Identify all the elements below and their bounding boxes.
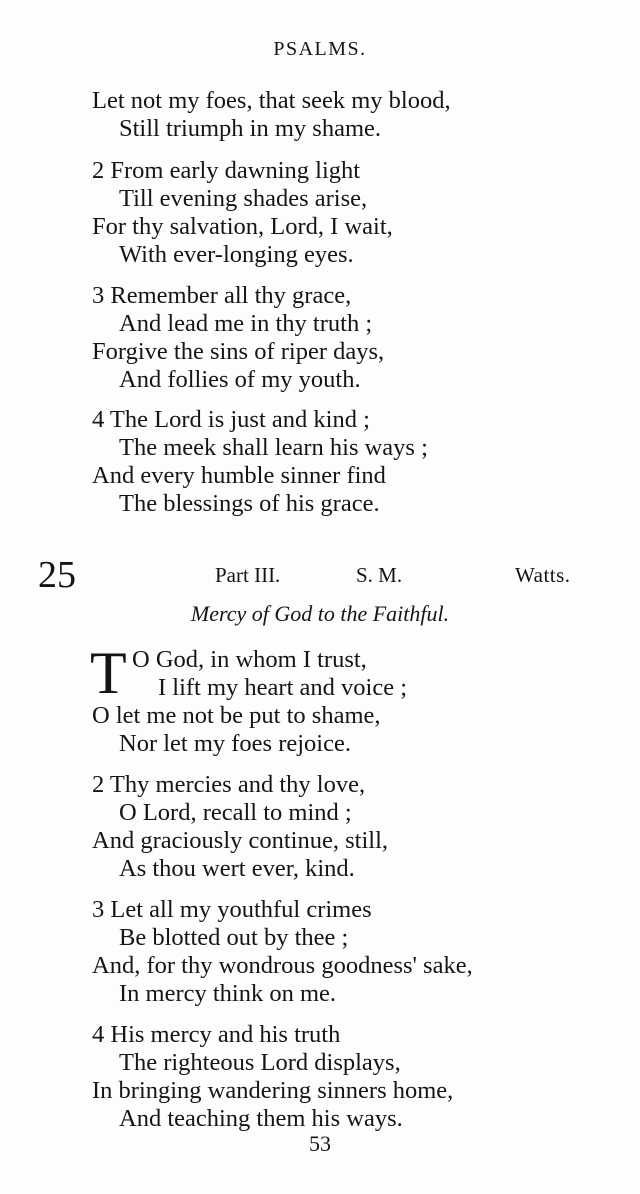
verse-line: I lift my heart and voice ;	[158, 674, 407, 701]
verse-line: Be blotted out by thee ;	[119, 924, 349, 951]
hymn-part: Part III.	[215, 563, 281, 587]
verse-line: With ever-longing eyes.	[119, 241, 354, 268]
verse-line: O let me not be put to shame,	[92, 702, 381, 729]
verse-line: And every humble sinner find	[92, 462, 386, 489]
verse-line: For thy salvation, Lord, I wait,	[92, 213, 393, 240]
verse-line: 2 From early dawning light	[92, 157, 361, 184]
stanza	[92, 87, 612, 143]
verse-line: And follies of my youth.	[119, 366, 361, 393]
verse-line: As thou wert ever, kind.	[119, 855, 355, 882]
stanza	[92, 157, 612, 269]
verse-line: Still triumph in my shame.	[119, 115, 382, 142]
verse-line: 2 Thy mercies and thy love,	[92, 771, 366, 798]
running-head: PSALMS.	[273, 38, 367, 60]
page-number: 53	[309, 1131, 331, 1156]
verse-line: In bringing wandering sinners home,	[92, 1077, 454, 1104]
stanza	[92, 1021, 612, 1133]
verse-line: Forgive the sins of riper days,	[92, 338, 385, 365]
verse-line: In mercy think on me.	[119, 980, 337, 1007]
verse-line: And graciously continue, still,	[92, 827, 388, 854]
verse-line: Nor let my foes rejoice.	[119, 730, 351, 757]
verse-line: O God, in whom I trust,	[132, 646, 367, 673]
verse-line: And lead me in thy truth ;	[119, 310, 373, 337]
stanza	[90, 640, 612, 758]
hymn-metre: S. M.	[356, 563, 403, 587]
verse-line: Let not my foes, that seek my blood,	[92, 87, 451, 114]
verse-line: 4 His mercy and his truth	[92, 1021, 341, 1048]
verse-line: 3 Remember all thy grace,	[92, 282, 352, 309]
hymn-author: Watts.	[515, 563, 571, 587]
verse-line: And teaching them his ways.	[119, 1105, 403, 1132]
stanza	[92, 282, 612, 394]
verse-line: 3 Let all my youthful crimes	[92, 896, 372, 923]
verse-line: 4 The Lord is just and kind ;	[92, 406, 370, 433]
verse-line: The blessings of his grace.	[119, 490, 380, 517]
stanza	[92, 771, 612, 883]
verse-line: Till evening shades arise,	[119, 185, 368, 212]
verse-line: The righteous Lord displays,	[119, 1049, 401, 1076]
verse-line: And, for thy wondrous goodness' sake,	[92, 952, 473, 979]
verse-line: O Lord, recall to mind ;	[119, 799, 352, 826]
stanza	[92, 896, 612, 1008]
verse-line: The meek shall learn his ways ;	[119, 434, 428, 461]
drop-cap: T	[90, 640, 127, 706]
stanza	[92, 406, 612, 518]
hymn-number: 25	[38, 554, 76, 596]
hymn-title: Mercy of God to the Faithful.	[190, 601, 450, 626]
